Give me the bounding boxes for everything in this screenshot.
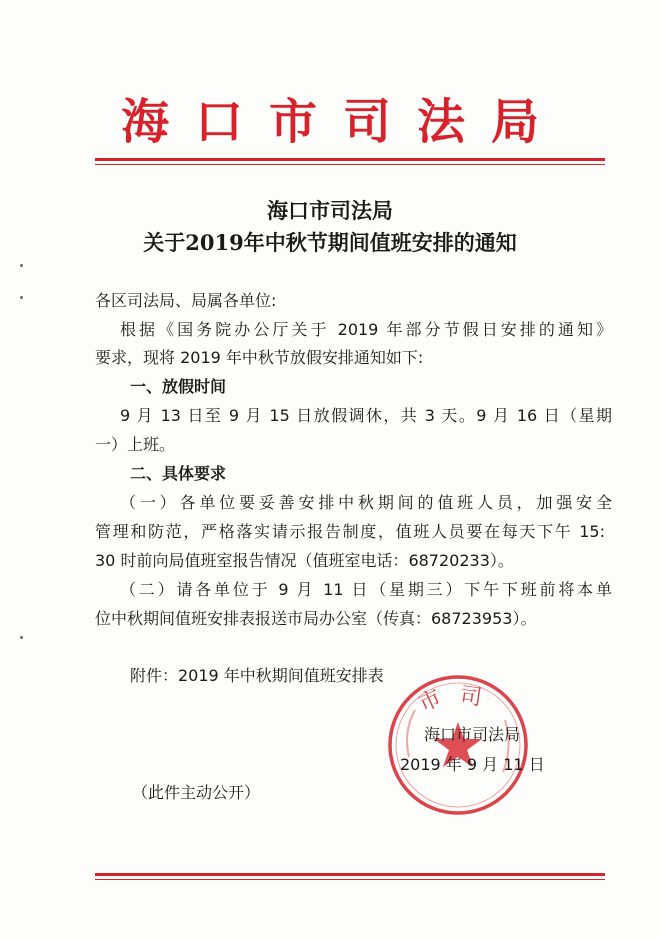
public-disclosure-note: （此件主动公开） — [132, 783, 261, 802]
paragraph-3-line-1: （一）各单位要妥善安排中秋期间的值班人员，加强安全 — [120, 493, 612, 512]
footer-divider-thick — [95, 873, 605, 876]
paragraph-2-line-2: 一）上班。 — [95, 435, 176, 454]
svg-text:市: 市 — [414, 685, 446, 718]
paragraph-4-line-2: 位中秋期间值班安排表报送市局办公室（传真：68723953）。 — [95, 609, 537, 628]
paragraph-1-line-2: 要求，现将 2019 年中秋节放假安排通知如下: — [95, 348, 424, 367]
paragraph-4-line-1: （二）请各单位于 9 月 11 日（星期三）下午下班前将本单 — [120, 580, 612, 599]
scan-mark — [20, 264, 23, 267]
official-seal-icon — [385, 672, 531, 818]
paragraph-1-line-1: 根据《国务院办公厅关于 2019 年部分节假日安排的通知》 — [120, 320, 612, 339]
doc-title-line2: 关于2019年中秋节期间值班安排的通知 — [143, 230, 517, 255]
masthead-divider-thin — [95, 164, 605, 165]
scan-mark — [20, 296, 23, 299]
paragraph-2-line-1: 9 月 13 日至 9 月 15 日放假调休，共 3 天。9 月 16 日（星期 — [120, 406, 612, 425]
attachment-note: 附件：2019 年中秋期间值班安排表 — [130, 666, 384, 685]
signature-organization: 海口市司法局 — [424, 725, 521, 744]
section-heading-1: 一、放假时间 — [130, 377, 227, 396]
paragraph-3-line-3: 30 时前向局值班室报告情况（值班室电话：68720233）。 — [95, 551, 514, 570]
svg-text:司: 司 — [458, 683, 484, 712]
paragraph-3-line-2: 管理和防范，严格落实请示报告制度，值班人员要在每天下午 15: — [95, 522, 605, 541]
footer-divider-thin — [95, 879, 605, 880]
masthead-divider-thick — [95, 158, 605, 161]
scan-mark — [20, 636, 23, 639]
signature-date: 2019 年 9 月 11 日 — [400, 755, 545, 774]
masthead: 海口市司法局 — [120, 94, 565, 150]
addressee: 各区司法局、局属各单位: — [95, 291, 277, 310]
doc-title-line1: 海口市司法局 — [267, 198, 393, 223]
section-heading-2: 二、具体要求 — [130, 464, 227, 483]
